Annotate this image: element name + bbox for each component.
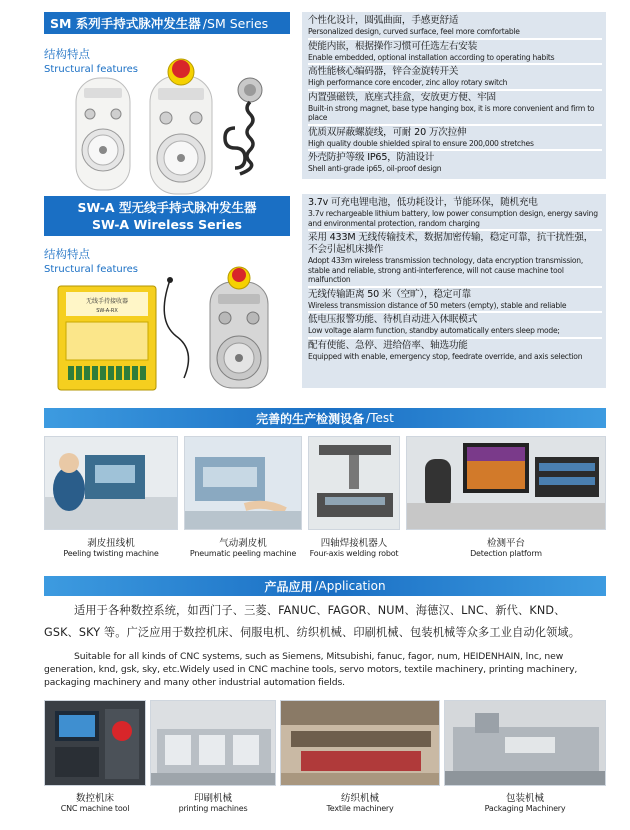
swa-feature-1-en: 3.7v rechargeable lithium battery, low power consumption design, energy saving and environmental protection, random charging — [308, 209, 598, 228]
divider — [308, 124, 602, 126]
sm-feature-3-cn: 高性能核心编码器，锌合金旋转开关 — [308, 66, 459, 77]
test-section-header — [44, 408, 606, 428]
sm-feature-4-cn: 内置强磁铁，底座式挂盒，安放更方便、牢固 — [308, 91, 496, 103]
test-item-3-cn: 四轴焊接机器人 — [320, 538, 388, 549]
swa-feature-1 — [308, 197, 602, 228]
test-item-2-cn: 气动剥皮机 — [219, 538, 267, 549]
divider — [308, 149, 602, 151]
app-header-cn: 产品应用 — [264, 579, 313, 594]
sm-structure-title-en: Structural features — [44, 64, 138, 75]
sm-feature-5-cn: 优质双屏蔽螺旋线，可耐 20 万次拉伸 — [308, 126, 467, 138]
swa-title-cn: SW-A 型无线手持式脉冲发生器 — [77, 200, 257, 215]
test-photo-pneumatic-peeling — [184, 436, 302, 530]
swa-feature-2 — [308, 232, 602, 285]
app-item-2-cn: 印刷机械 — [193, 793, 232, 804]
sm-feature-1-en: Personalized design, curved surface, feel more comfortable — [308, 27, 520, 36]
app-item-3-cn: 纺织机械 — [340, 793, 379, 804]
swa-feature-4-cn: 低电压报警功能、待机自动进入休眠模式 — [308, 314, 478, 325]
sm-feature-2-en: Enable embedded, optional installation according to operating habits — [308, 52, 555, 62]
test-item-4-en: Detection platform — [470, 549, 542, 558]
swa-features-panel — [302, 194, 606, 388]
test-photo-welding-robot — [308, 436, 400, 530]
swa-structure-title-en: Structural features — [44, 264, 138, 275]
sm-features-panel — [302, 12, 606, 179]
swa-feature-3-cn: 无线传输距离 50 米（空旷），稳定可靠 — [308, 288, 472, 300]
swa-feature-4 — [308, 314, 602, 336]
test-item-3-en: Four-axis welding robot — [309, 549, 399, 558]
application-text-cn-line-2: GSK、SKY 等。广泛应用于数控机床、伺服电机、纺织机械、印刷机械、包装机械等众多工业自动化领域。 — [44, 626, 581, 639]
app-item-3-en: Textile machinery — [326, 804, 394, 813]
swa-feature-3 — [308, 289, 602, 311]
sm-title-cn: SM 系列手持式脉冲发生器 — [50, 16, 201, 31]
test-item-1-cn: 剥皮扭线机 — [87, 538, 135, 549]
app-item-2-en: printing machines — [178, 804, 248, 813]
sm-product-image — [70, 58, 292, 196]
sm-feature-5 — [308, 127, 602, 149]
sm-feature-1-cn: 个性化设计，圆弧曲面，手感更舒适 — [308, 15, 459, 26]
sm-structure-title-cn: 结构特点 — [44, 47, 90, 61]
sm-title-en: /SM Series — [202, 15, 269, 31]
app-item-4-en: Packaging Machinery — [484, 804, 566, 813]
sm-feature-3 — [308, 66, 602, 88]
sm-feature-6-cn: 外壳防护等级 IP65，防油设计 — [308, 152, 435, 163]
sm-series-banner — [44, 12, 290, 34]
sm-feature-6-en: Shell anti-grade ip65, oil-proof design — [308, 164, 442, 173]
divider — [308, 38, 602, 40]
swa-series-banner — [44, 196, 290, 236]
sm-feature-2 — [308, 41, 602, 63]
app-photo-cnc — [44, 700, 146, 786]
swa-feature-4-en: Low voltage alarm function, standby automatically enters sleep mode; — [308, 326, 560, 335]
swa-feature-2-en: Adopt 433m wireless transmission technology, data encryption transmission, stable and reliable, strong anti-interference, will not cause machine tool malfunction — [308, 256, 584, 284]
test-item-4-cn: 检测平台 — [486, 538, 525, 549]
test-item-1-en: Peeling twisting machine — [63, 549, 159, 558]
swa-feature-1-cn: 3.7v 可充电锂电池，低功耗设计，节能环保，随机充电 — [308, 197, 538, 208]
application-section-header — [44, 576, 606, 596]
application-text-en-line-2: generation, knd, gsk, sky, etc.Widely used in CNC machine tools, servo motors, textile machinery, printing machinery, — [44, 664, 578, 675]
divider — [308, 337, 602, 339]
sm-feature-3-en: High performance core encoder, zinc alloy rotary switch — [308, 78, 508, 87]
app-photo-textile — [280, 700, 440, 786]
application-text-en-line-1: Suitable for all kinds of CNC systems, such as Siemens, Mitsubishi, fanuc, fagor, num, HEIDENHAIN, lnc, new — [74, 651, 564, 662]
swa-feature-2-cn: 采用 433M 无线传输技术，数据加密传输，稳定可靠，抗干扰性强，不会引起机床操作 — [308, 232, 594, 255]
receiver-label-model: SW-A-RX — [96, 308, 118, 314]
sm-feature-4 — [308, 92, 602, 123]
application-text-en-line-3: packaging machinery and many other industrial automation fields. — [44, 677, 346, 688]
sm-feature-6 — [308, 152, 602, 174]
receiver-label-cn: 无线手持接收器 — [85, 298, 129, 305]
divider — [308, 229, 602, 231]
sm-feature-2-cn: 使能内嵌，根据操作习惯可任选左右安装 — [308, 40, 478, 52]
app-photo-packaging — [444, 700, 606, 786]
app-item-4-cn: 包装机械 — [505, 793, 544, 804]
divider — [308, 311, 602, 313]
sm-feature-5-en: High quality double shielded spiral to ensure 200,000 stretches — [308, 138, 534, 148]
divider — [308, 63, 602, 65]
divider — [308, 286, 602, 288]
swa-feature-5-cn: 配有使能、急停、进给倍率、轴选功能 — [308, 339, 468, 351]
swa-feature-5 — [308, 340, 602, 362]
app-item-1-en: CNC machine tool — [60, 804, 130, 813]
swa-product-image — [52, 262, 292, 392]
test-header-cn: 完善的生产检测设备 — [256, 411, 365, 426]
test-photo-peeling-twisting — [44, 436, 178, 530]
swa-feature-3-en: Wireless transmission distance of 50 meters (empty), stable and reliable — [308, 300, 567, 310]
app-header-en: /Application — [314, 579, 386, 593]
app-item-1-cn: 数控机床 — [75, 793, 114, 804]
sm-feature-4-en: Built-in strong magnet, base type hanging box, it is more convenient and firm to place — [308, 103, 595, 122]
test-item-2-en: Pneumatic peeling machine — [189, 549, 297, 558]
swa-feature-5-en: Equipped with enable, emergency stop, feedrate override, and axis selection — [308, 351, 583, 361]
divider — [308, 89, 602, 91]
test-header-en: /Test — [366, 411, 394, 425]
app-photo-printing — [150, 700, 276, 786]
swa-title-en: SW-A Wireless Series — [92, 217, 242, 232]
swa-structure-title-cn: 结构特点 — [44, 247, 90, 261]
test-photo-detection-platform — [406, 436, 606, 530]
application-text-cn-line-1: 适用于各种数控系统，如西门子、三菱、FANUC、FAGOR、NUM、海德汉、LNC、新代、KND、 — [74, 604, 566, 617]
sm-feature-1 — [308, 15, 602, 37]
